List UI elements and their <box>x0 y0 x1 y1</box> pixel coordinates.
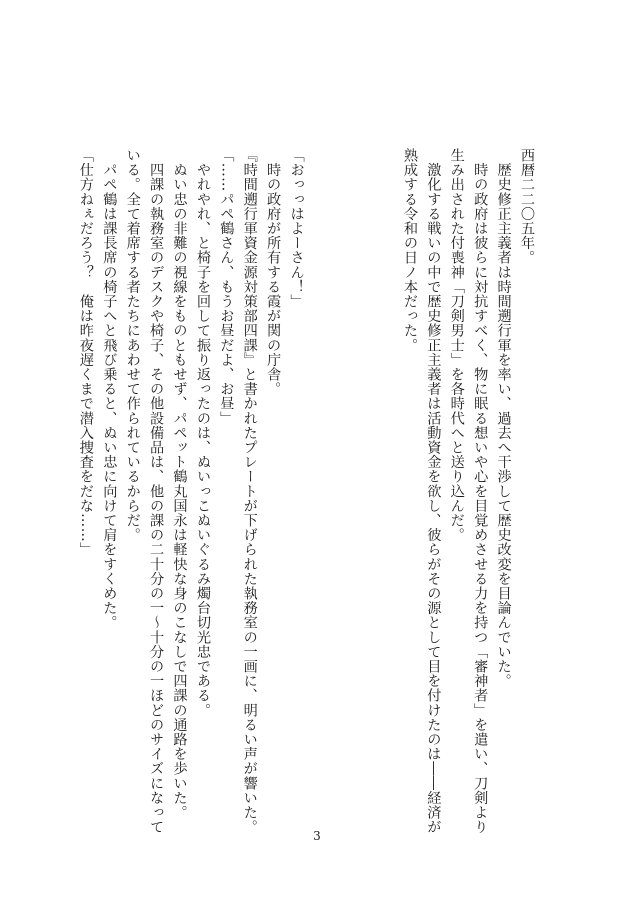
text-line: 激化する戦いの中で歴史修正主義者は活動資金を欲し、彼らがその源として目を付けたのは――経済が <box>425 148 442 835</box>
page-number: 3 <box>313 829 321 843</box>
text-line: パペ鶴は課長席の椅子へと飛び乗ると、ぬい忠に向けて肩をすくめた。 <box>101 148 118 630</box>
text-line: いる。全て着席する者たちにあわせて作られているからだ。 <box>124 148 141 543</box>
text-line: やれやれ、と椅子を回して振り返ったのは、ぬいっこぬいぐるみ燭台切光忠である。 <box>194 148 211 718</box>
text-line: 時の政府は彼らに対抗すべく、物に眠る想いや心を目覚めさせる力を持つ「審神者」を遣い、刀剣より <box>472 148 489 835</box>
section-gap <box>308 148 398 778</box>
text-line: 『時間遡行軍資金源対策部四課』と書かれたプレートが下げられた執務室の一画に、明るい声が響いた。 <box>241 148 258 835</box>
text-line: 「おっっはよーさん！」 <box>288 148 305 309</box>
text-line: 四課の執務室のデスクや椅子、その他設備品は、他の課の二十分の一～十分の一ほどのサイズになって <box>148 148 165 835</box>
text-line: 「仕方ねぇだろう？ 俺は昨夜遅くまで潜入捜査をだな……」 <box>77 148 94 557</box>
text-line: 歴史修正主義者は時間遡行軍を率い、過去へ干渉して歴史改変を目論んでいた。 <box>495 148 512 689</box>
text-line: 時の政府が所有する霞が関の庁舎。 <box>265 148 282 397</box>
text-line: 西暦二二〇五年。 <box>519 148 535 265</box>
text-line: 熟成する令和の日ノ本だった。 <box>401 148 418 353</box>
text-line: ぬい忠の非難の視線をものともせず、パペット鶴丸国永は軽快な身のこなしで四課の通路を歩いた。 <box>171 148 188 820</box>
vertical-text-body <box>74 148 539 835</box>
text-line: 「……パペ鶴さん、もうお昼だよ、お昼」 <box>218 148 235 426</box>
text-line: 生み出された付喪神「刀剣男士」を各時代へと送り込んだ。 <box>448 148 465 543</box>
